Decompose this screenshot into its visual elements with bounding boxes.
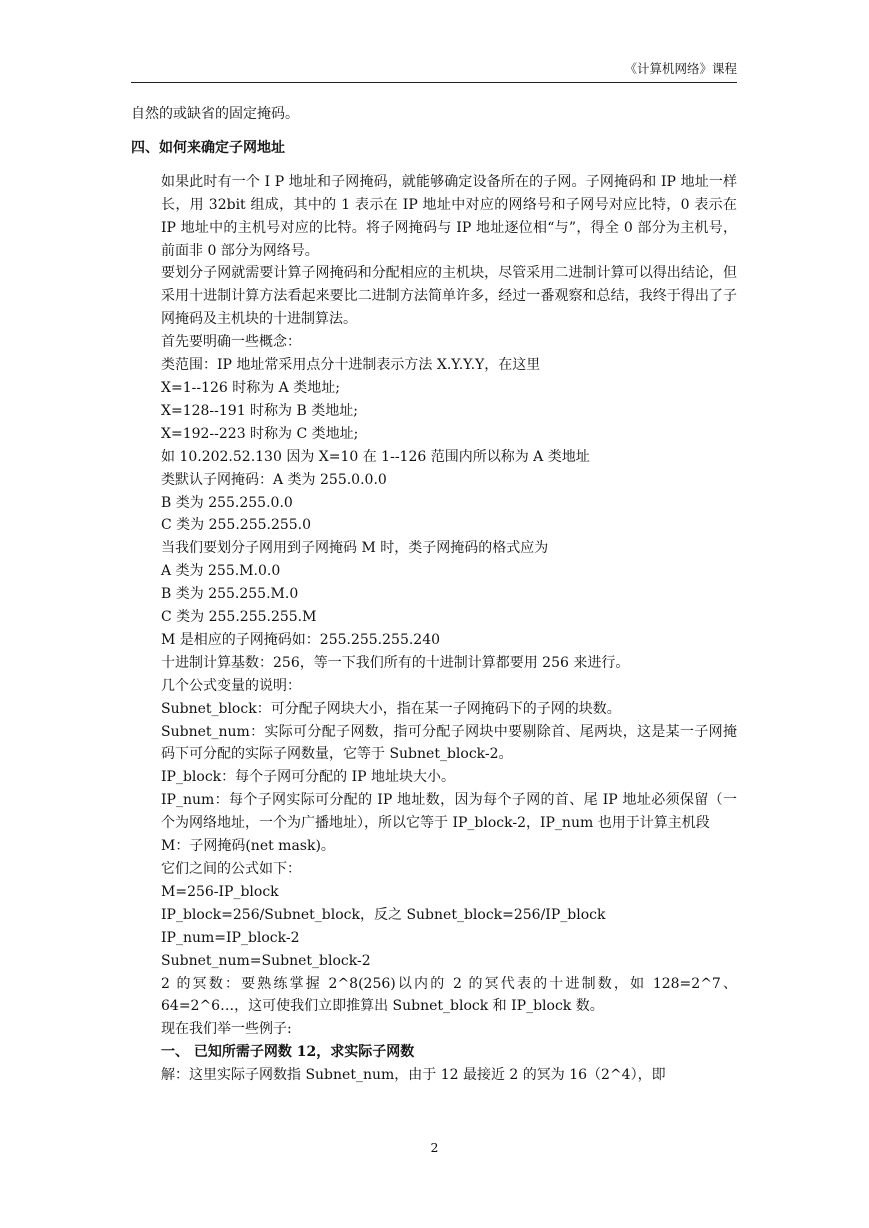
body-text: C 类为 255.255.255.0	[161, 517, 312, 534]
body-text: M 是相应的子网掩码如：255.255.255.240	[161, 631, 441, 648]
body-text: Subnet_block：可分配子网块大小，指在某一子网掩码下的子网的块数。	[161, 700, 621, 717]
body-text: B 类为 255.255.M.0	[161, 586, 299, 603]
page-number: 2	[430, 1140, 439, 1155]
body-text: C 类为 255.255.255.M	[161, 609, 317, 626]
paragraph: 2 的冥数：要熟练掌握 2^8(256)以内的 2 的冥代表的十进制数，如 128=2^7、64=2^6…，这可使我们立即推算出 Subnet_block 和 IP_block 数。	[161, 975, 737, 1015]
formula: IP_num=IP_block-2	[161, 929, 300, 946]
body-text: 解：这里实际子网数指 Subnet_num，由于 12 最接近 2 的冥为 16（2^4），即	[161, 1067, 666, 1084]
body-text: 现在我们举一些例子:	[161, 1021, 292, 1038]
page-header	[131, 60, 737, 83]
body-text: 十进制计算基数：256，等一下我们所有的十进制计算都要用 256 来进行。	[161, 654, 630, 671]
paragraph: IP_num：每个子网实际可分配的 IP 地址数，因为每个子网的首、尾 IP 地址必须保留（一个为网络地址，一个为广播地址），所以它等于 IP_block-2，IP_num 也用于计算主机段	[161, 792, 737, 832]
formula: Subnet_num=Subnet_block-2	[161, 952, 371, 969]
body-text: B 类为 255.255.0.0	[161, 494, 293, 511]
body-text: A 类为 255.M.0.0	[161, 563, 281, 580]
body-text: 类默认子网掩码：A 类为 255.0.0.0	[161, 471, 387, 488]
body-text: 当我们要划分子网用到子网掩码 M 时，类子网掩码的格式应为	[161, 540, 549, 557]
formula: IP_block=256/Subnet_block，反之 Subnet_block=256/IP_block	[161, 906, 606, 923]
paragraph: 如果此时有一个 I P 地址和子网掩码，就能够确定设备所在的子网。子网掩码和 IP 地址一样长，用 32bit 组成，其中的 1 表示在 IP 地址中对应的网络号和子网号对应比特，0 表示在 IP 地址中的主机号对应的比特。将子网掩码与 IP 地址逐位相“与”，得全 0 部分为主机号，前面非 0 部分为网络号。	[161, 173, 737, 259]
document-body	[131, 103, 737, 1087]
paragraph: 要划分子网就需要计算子网掩码和分配相应的主机块，尽管采用二进制计算可以得出结论，但采用十进制计算方法看起来要比二进制方法简单许多，经过一番观察和总结，我终于得出了子网掩码及主机块的十进制算法。	[161, 265, 737, 328]
body-text: 首先要明确一些概念：	[161, 334, 301, 351]
body-text: M：子网掩码(net mask)。	[161, 838, 335, 855]
formula: M=256-IP_block	[161, 883, 279, 900]
paragraph: Subnet_num：实际可分配子网数，指可分配子网块中要剔除首、尾两块，这是某一子网掩码下可分配的实际子网数量，它等于 Subnet_block-2。	[161, 723, 737, 763]
body-text: 几个公式变量的说明：	[161, 677, 301, 694]
body-text: 类范围：IP 地址常采用点分十进制表示方法 X.Y.Y.Y，在这里	[161, 357, 541, 374]
body-text: 如 10.202.52.130 因为 X=10 在 1--126 范围内所以称为 A 类地址	[161, 448, 590, 465]
body-text: X=1--126 时称为 A 类地址;	[161, 379, 340, 396]
body-text: X=128--191 时称为 B 类地址;	[161, 402, 358, 419]
body-text: 它们之间的公式如下：	[161, 861, 301, 877]
section-heading: 四、如何来确定子网地址	[131, 139, 285, 156]
example-heading: 一、 已知所需子网数 12，求实际子网数	[161, 1044, 415, 1061]
body-text: X=192--223 时称为 C 类地址;	[161, 425, 359, 442]
body-text: 自然的或缺省的固定掩码。	[131, 106, 299, 122]
body-text: IP_block：每个子网可分配的 IP 地址块大小。	[161, 769, 455, 786]
course-title: 《计算机网络》课程	[624, 61, 737, 76]
